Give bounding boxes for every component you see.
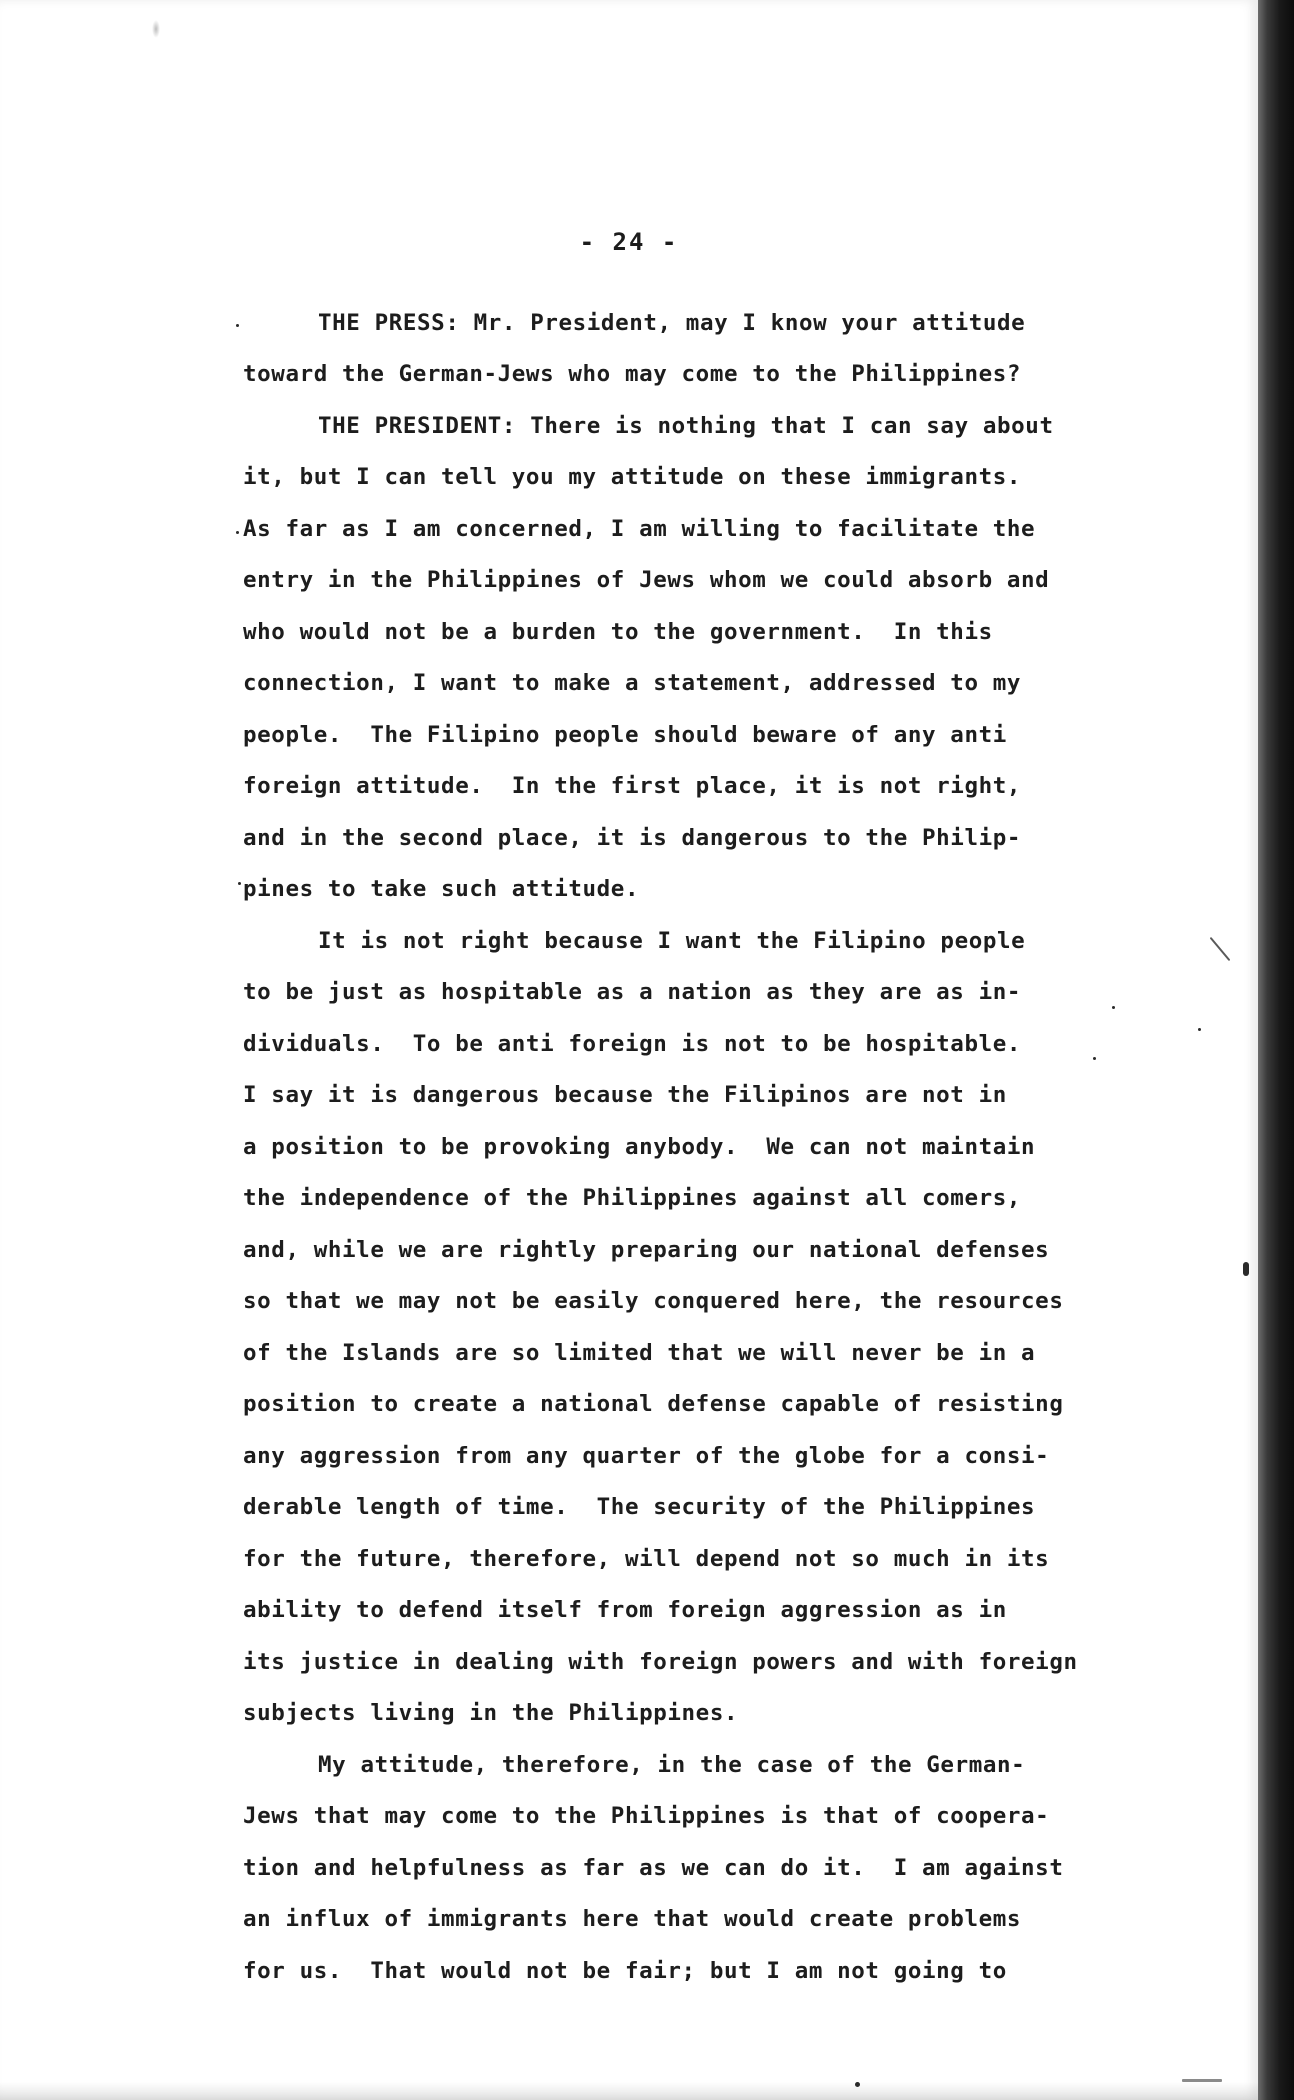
- scan-speck: [1112, 1006, 1115, 1009]
- text-line: for us. That would not be fair; but I am not going to: [243, 1958, 1007, 1984]
- text-line: its justice in dealing with foreign powers and with foreign: [243, 1649, 1078, 1675]
- scan-speck: [1243, 1262, 1249, 1276]
- scan-speck: [236, 324, 239, 327]
- scan-speck: [1198, 1028, 1201, 1031]
- corner-smudge: [152, 20, 160, 38]
- text-line: derable length of time. The security of the Philippines: [243, 1494, 1036, 1520]
- scan-speck: [238, 882, 241, 885]
- text-line: My attitude, therefore, in the case of the German-: [318, 1752, 1026, 1778]
- text-line: I say it is dangerous because the Filipinos are not in: [243, 1082, 1007, 1108]
- scan-speck: [1210, 937, 1231, 961]
- scan-speck: [1093, 1057, 1096, 1060]
- text-line: dividuals. To be anti foreign is not to be hospitable.: [243, 1031, 1022, 1057]
- text-line: As far as I am concerned, I am willing to facilitate the: [243, 516, 1036, 542]
- text-line: pines to take such attitude.: [243, 876, 640, 902]
- text-line: to be just as hospitable as a nation as they are as in-: [243, 979, 1022, 1005]
- text-line: THE PRESIDENT: There is nothing that I can say about: [318, 413, 1054, 439]
- text-line: toward the German-Jews who may come to the Philippines?: [243, 361, 1022, 387]
- scan-edge: [1258, 0, 1294, 2100]
- text-line: connection, I want to make a statement, addressed to my: [243, 670, 1022, 696]
- text-line: so that we may not be easily conquered here, the resources: [243, 1288, 1064, 1314]
- text-line: and in the second place, it is dangerous to the Philip-: [243, 825, 1022, 851]
- text-line: an influx of immigrants here that would create problems: [243, 1906, 1022, 1932]
- page-number: - 24 -: [579, 228, 679, 256]
- text-line: a position to be provoking anybody. We can not maintain: [243, 1134, 1036, 1160]
- text-line: entry in the Philippines of Jews whom we could absorb and: [243, 567, 1050, 593]
- text-line: THE PRESS: Mr. President, may I know your attitude: [318, 310, 1026, 336]
- text-line: Jews that may come to the Philippines is that of coopera-: [243, 1803, 1050, 1829]
- text-line: It is not right because I want the Filipino people: [318, 928, 1026, 954]
- text-line: people. The Filipino people should beware of any anti: [243, 722, 1007, 748]
- text-line: it, but I can tell you my attitude on these immigrants.: [243, 464, 1022, 490]
- text-line: who would not be a burden to the government. In this: [243, 619, 993, 645]
- text-line: and, while we are rightly preparing our national defenses: [243, 1237, 1050, 1263]
- text-line: tion and helpfulness as far as we can do it. I am against: [243, 1855, 1064, 1881]
- text-line: any aggression from any quarter of the globe for a consi-: [243, 1443, 1050, 1469]
- scan-speck: [236, 531, 239, 534]
- text-line: foreign attitude. In the first place, it is not right,: [243, 773, 1022, 799]
- bottom-edge-shadow: [0, 2082, 1258, 2100]
- text-line: subjects living in the Philippines.: [243, 1700, 739, 1726]
- text-line: for the future, therefore, will depend not so much in its: [243, 1546, 1050, 1572]
- text-line: ability to defend itself from foreign aggression as in: [243, 1597, 1007, 1623]
- text-line: of the Islands are so limited that we will never be in a: [243, 1340, 1036, 1366]
- text-line: the independence of the Philippines against all comers,: [243, 1185, 1022, 1211]
- text-line: position to create a national defense capable of resisting: [243, 1391, 1064, 1417]
